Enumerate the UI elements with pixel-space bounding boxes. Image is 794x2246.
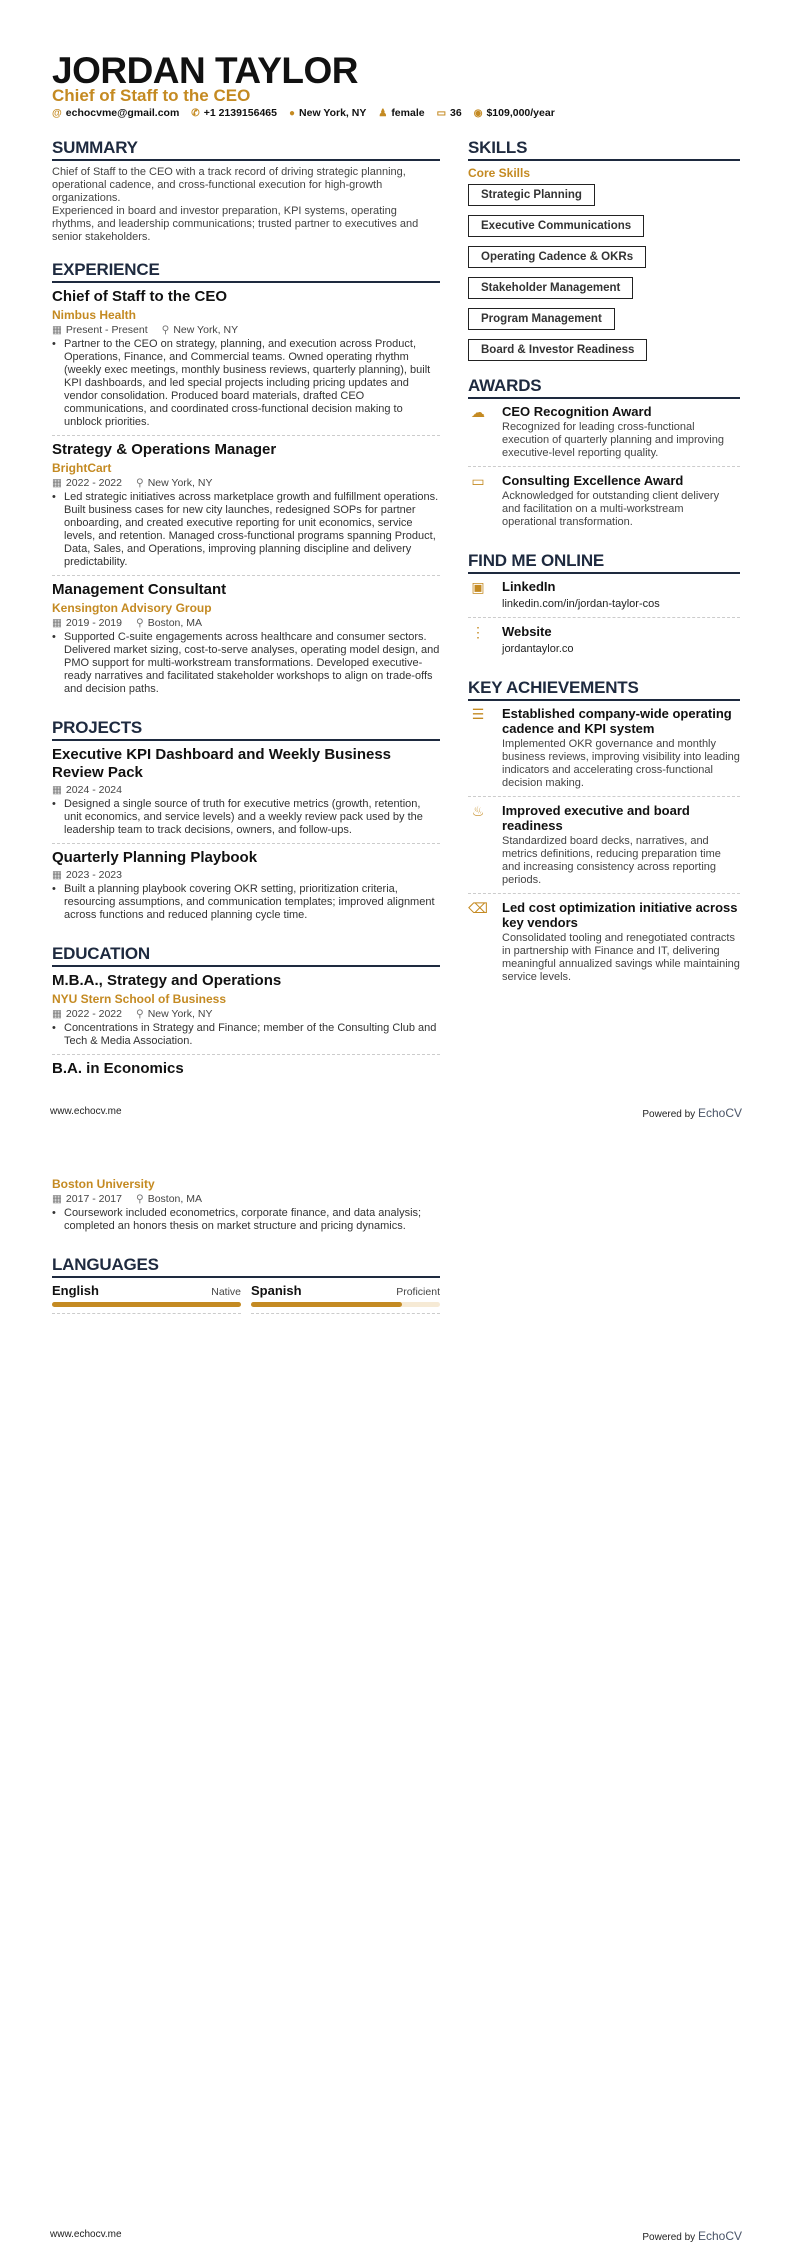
bullet: • Coursework included econometrics, corporate finance, and data analysis; completed an honors thesis on market structure and pricing dynamics. (52, 1207, 440, 1233)
contact-gender (378, 107, 424, 119)
award-description: Acknowledged for outstanding client delivery and facilitation on a multi-workstream operational transformation. (502, 490, 720, 528)
language-level-bar (52, 1302, 241, 1307)
contact-age (437, 107, 462, 119)
job-title: Strategy & Operations Manager (52, 441, 277, 458)
bullet: • Led strategic initiatives across marketplace growth and fulfillment operations. Built business cases for new city launches, redesigned SOPs for partner onboarding, and created executive reporting for unit economics, service levels, and retention. Managed cross-functional programs spanning Product, Data, Sales, and Operations, improving planning discipline and delivery predictability. (52, 491, 440, 569)
online-title: Website (502, 624, 552, 639)
footer-powered[interactable] (642, 1106, 742, 1120)
calendar-icon: ▦ (52, 869, 62, 881)
section-heading-awards: AWARDS (468, 376, 740, 399)
footer-site-link[interactable]: www.echocv.me (50, 2229, 122, 2240)
achievement-item (468, 706, 740, 797)
achievement-title: Established company-wide operating cadence and KPI system (502, 706, 732, 736)
location-icon: ⚲ (161, 324, 170, 336)
location-icon: ⚲ (135, 1008, 144, 1020)
project-title: Executive KPI Dashboard and Weekly Business Review Pack (52, 746, 392, 781)
language-level-fill (52, 1302, 241, 1307)
online-item-website[interactable] (468, 624, 740, 662)
experience-entry (52, 441, 440, 576)
degree-title: M.B.A., Strategy and Operations (52, 972, 282, 989)
award-item (468, 473, 740, 535)
location: New York, NY (173, 324, 239, 336)
skill-tag: Board & Investor Readiness (468, 339, 647, 361)
cake-icon: ♨ (471, 803, 485, 819)
calendar-chart-icon: ▣ (471, 579, 485, 595)
language-item (52, 1283, 241, 1314)
at-icon: @ (52, 108, 62, 119)
contact-value: New York, NY (299, 107, 367, 119)
contact-bar (52, 107, 555, 119)
dates: 2022 - 2022 (65, 477, 122, 489)
award-title: Consulting Excellence Award (502, 473, 684, 488)
list-icon: ☰ (471, 706, 485, 722)
calendar-icon: ▦ (52, 1193, 62, 1205)
school-name: Boston University (52, 1177, 155, 1191)
summary-paragraph: Experienced in board and investor preparation, KPI systems, operating rhythms, and leadership communications; trusted partner to executives and senior stakeholders. (52, 205, 419, 243)
calendar-icon: ▦ (52, 324, 62, 336)
contact-email[interactable] (52, 107, 179, 119)
location: New York, NY (147, 477, 213, 489)
award-description: Recognized for leading cross-functional execution of quarterly planning and improving executive-level reporting quality. (502, 421, 724, 459)
online-link[interactable]: linkedin.com/in/jordan-taylor-cos (502, 598, 660, 610)
achievement-item (468, 900, 740, 990)
language-level-fill (251, 1302, 402, 1307)
left-column (52, 1175, 440, 1314)
footer-site-link[interactable]: www.echocv.me (50, 1106, 122, 1117)
location: New York, NY (147, 1008, 213, 1020)
location-icon: ⚲ (135, 1193, 144, 1205)
calendar-icon: ▦ (52, 784, 62, 796)
section-heading-projects: PROJECTS (52, 718, 440, 741)
language-item (251, 1283, 440, 1314)
dates: 2023 - 2023 (65, 869, 122, 881)
left-column (52, 138, 440, 1078)
location: Boston, MA (147, 1193, 202, 1205)
contact-value: echocvme@gmail.com (65, 107, 180, 119)
skill-tag: Operating Cadence & OKRs (468, 246, 646, 268)
person-icon: ♟ (378, 108, 388, 119)
brand-name: EchoCV (697, 2229, 742, 2243)
job-title: Chief of Staff to the CEO (52, 288, 227, 305)
achievement-title: Led cost optimization initiative across key vendors (502, 900, 738, 930)
award-title: CEO Recognition Award (502, 404, 652, 419)
contact-location (289, 107, 366, 119)
skill-tags (468, 184, 740, 370)
resume-page-2 (0, 1123, 794, 2246)
school-name: NYU Stern School of Business (52, 992, 227, 1006)
dates: 2019 - 2019 (65, 617, 122, 629)
skill-tag: Strategic Planning (468, 184, 595, 206)
achievement-description: Standardized board decks, narratives, and metrics definitions, reducing preparation time and increasing consistency across reporting periods. (502, 835, 721, 886)
job-title: Management Consultant (52, 581, 227, 598)
degree-title: B.A. in Economics (52, 1060, 184, 1077)
contact-phone[interactable] (191, 107, 277, 119)
calendar-icon: ▦ (52, 617, 62, 629)
location-icon: ⚲ (135, 617, 144, 629)
summary-paragraph: Chief of Staff to the CEO with a track record of driving strategic planning, operational cadence, and cross-functional execution for high-growth organizations. (52, 166, 406, 204)
contact-value: 36 (450, 107, 462, 119)
cloud-icon: ☁ (471, 404, 485, 420)
section-heading-online: FIND ME ONLINE (468, 551, 740, 574)
bullet: • Supported C-suite engagements across healthcare and consumer sectors. Delivered market sizing, cost-to-serve analyses, operating model design, and PMO support for multi-workstream transformations. Developed executive-ready narratives and facilitated stakeholder workshops to align on trade-offs and decision paths. (52, 631, 440, 696)
brand-name: EchoCV (697, 1106, 742, 1120)
language-name: Spanish (251, 1283, 302, 1298)
section-heading-achievements: KEY ACHIEVEMENTS (468, 678, 740, 701)
section-heading-languages: LANGUAGES (52, 1255, 440, 1278)
bullet: • Concentrations in Strategy and Finance; member of the Consulting Club and Tech & Media Association. (52, 1022, 440, 1048)
education-entry (52, 972, 440, 1055)
experience-entry (52, 288, 440, 436)
achievement-description: Consolidated tooling and renegotiated contracts in partnership with Finance and IT, delivering meaningful annualized savings while maintaining service levels. (502, 932, 740, 983)
skill-tag: Executive Communications (468, 215, 644, 237)
online-item-linkedin[interactable] (468, 579, 740, 618)
battery-icon: ▭ (471, 473, 485, 489)
project-entry (52, 849, 440, 928)
experience-entry (52, 581, 440, 702)
section-heading-summary: SUMMARY (52, 138, 440, 161)
online-link[interactable]: jordantaylor.co (502, 643, 574, 655)
contact-value: $109,000/year (486, 107, 555, 119)
language-level-bar (251, 1302, 440, 1307)
award-item (468, 404, 740, 467)
powered-label: Powered by (642, 2232, 696, 2243)
footer-powered[interactable] (642, 2229, 742, 2243)
dates: 2022 - 2022 (65, 1008, 122, 1020)
language-level: Proficient (396, 1286, 440, 1298)
project-title: Quarterly Planning Playbook (52, 849, 258, 866)
contact-salary (474, 107, 555, 119)
right-column (468, 138, 740, 996)
language-level: Native (211, 1286, 241, 1298)
contact-value: +1 2139156465 (203, 107, 277, 119)
backspace-icon: ⌫ (468, 900, 488, 916)
skill-tag: Stakeholder Management (468, 277, 633, 299)
dates: 2017 - 2017 (65, 1193, 122, 1205)
location-icon: ⚲ (135, 477, 144, 489)
contact-value: female (391, 107, 425, 119)
company-name: Kensington Advisory Group (52, 601, 212, 615)
calendar-icon: ▭ (436, 108, 447, 119)
company-name: BrightCart (52, 461, 112, 475)
location: Boston, MA (147, 617, 202, 629)
project-entry (52, 746, 440, 844)
section-heading-skills: SKILLS (468, 138, 740, 161)
candidate-name: JORDAN TAYLOR (52, 50, 358, 91)
location-icon: ● (288, 108, 296, 119)
online-title: LinkedIn (502, 579, 556, 594)
language-list (52, 1283, 440, 1314)
skill-tag: Program Management (468, 308, 615, 330)
skills-group-label: Core Skills (468, 166, 531, 180)
bullet: • Built a planning playbook covering OKR setting, prioritization criteria, resourcing assumptions, and communication templates; improved alignment across functions and reduced planning cycle time. (52, 883, 440, 922)
money-icon: ◉ (473, 108, 483, 119)
education-entry (52, 1177, 440, 1239)
dates: Present - Present (65, 324, 148, 336)
bullet: • Partner to the CEO on strategy, planning, and execution across Product, Operations, Finance, and Commercial teams. Owned operating rhythm (weekly exec meetings, monthly business reviews, quarterly planning), built KPI dashboards, and led special projects including pricing updates and vendor consolidation. Produced board materials, drafted CEO communications, and coordinated cross-functional decision making to unblock priorities. (52, 338, 440, 429)
dates: 2024 - 2024 (65, 784, 122, 796)
achievement-item (468, 803, 740, 894)
powered-label: Powered by (642, 1109, 696, 1120)
phone-icon: ✆ (191, 108, 200, 119)
achievement-description: Implemented OKR governance and monthly business reviews, improving visibility into leading indicators and accelerating cross-functional decision making. (502, 738, 740, 789)
bullet: • Designed a single source of truth for executive metrics (growth, retention, unit economics, and service levels) and a weekly review pack used by the leadership team to track decisions, owners, and follow-ups. (52, 798, 440, 837)
calendar-icon: ▦ (52, 477, 62, 489)
dots-icon: ⋮ (471, 624, 485, 640)
section-heading-experience: EXPERIENCE (52, 260, 440, 283)
section-heading-education: EDUCATION (52, 944, 440, 967)
achievement-title: Improved executive and board readiness (502, 803, 690, 833)
calendar-icon: ▦ (52, 1008, 62, 1020)
language-name: English (52, 1283, 99, 1298)
candidate-title: Chief of Staff to the CEO (52, 86, 251, 105)
company-name: Nimbus Health (52, 308, 137, 322)
